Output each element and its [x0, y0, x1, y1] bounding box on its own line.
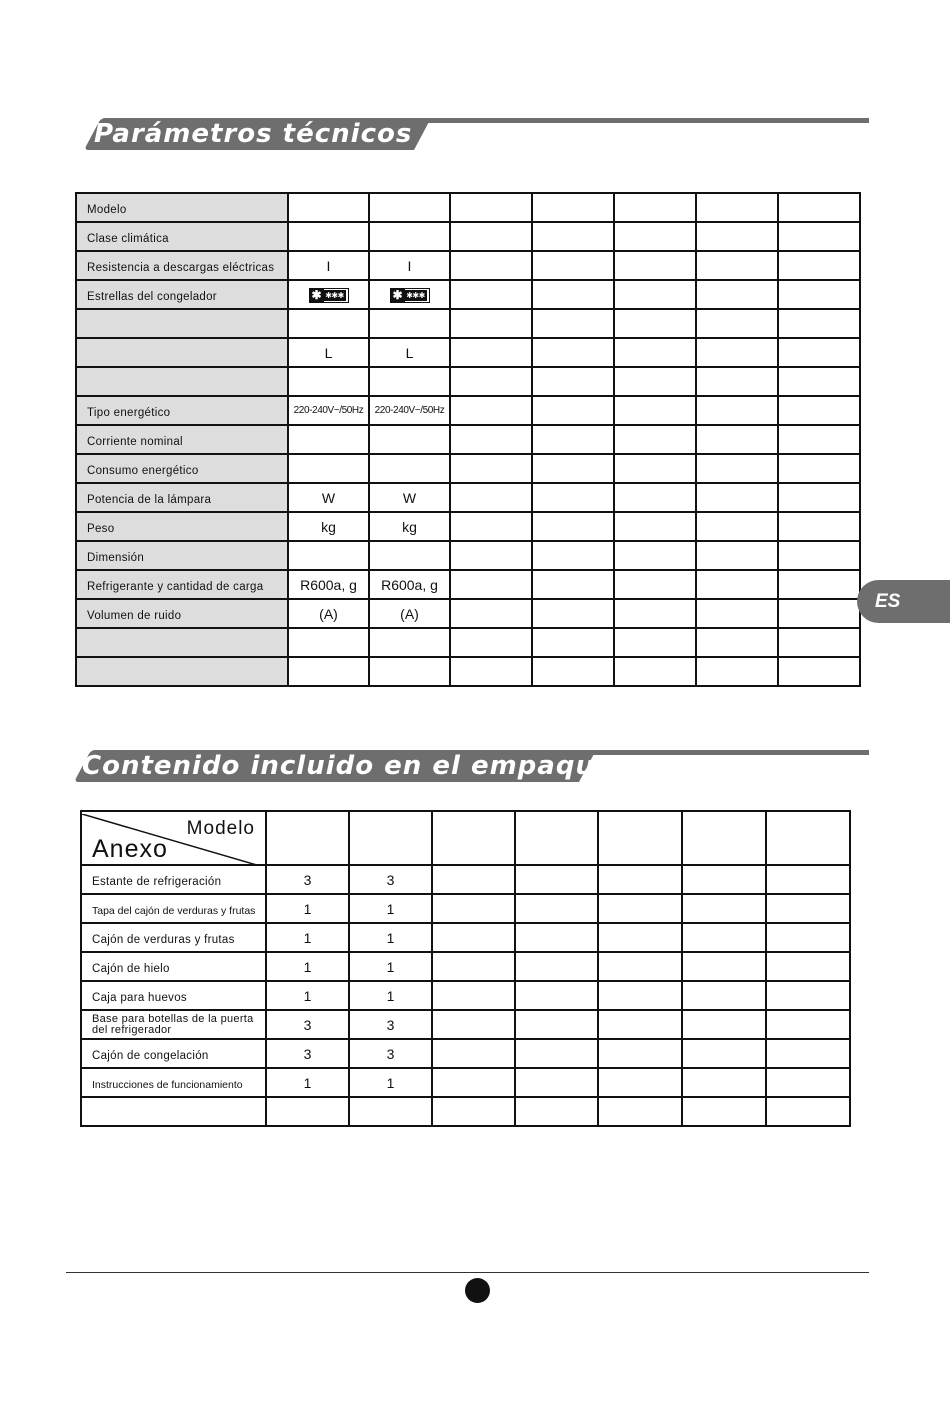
package-item-qty: [598, 1039, 682, 1068]
spec-value: [696, 396, 778, 425]
spec-value: [369, 628, 450, 657]
spec-label: Peso: [76, 512, 288, 541]
spec-value: [778, 570, 860, 599]
spec-row: [76, 512, 860, 541]
package-item-qty: [766, 865, 850, 894]
spec-row: [76, 541, 860, 570]
spec-row: [76, 251, 860, 280]
package-item-qty: [598, 1068, 682, 1097]
spec-value: [532, 628, 614, 657]
package-item-qty: 1: [266, 923, 349, 952]
spec-value: [614, 338, 696, 367]
package-item-qty: 3: [266, 1010, 349, 1039]
spec-value: [614, 396, 696, 425]
spec-value: [369, 367, 450, 396]
package-item-qty: [766, 1068, 850, 1097]
package-item-qty: [515, 952, 598, 981]
package-item-label: Instrucciones de funcionamiento: [81, 1068, 266, 1097]
spec-value: [778, 222, 860, 251]
spec-value: R600a, g: [369, 570, 450, 599]
spec-label: Volumen de ruido: [76, 599, 288, 628]
package-item-qty: [598, 952, 682, 981]
spec-value: [532, 251, 614, 280]
spec-value: [778, 309, 860, 338]
title-rule: [571, 750, 869, 755]
spec-value: [288, 425, 369, 454]
section-title-tech-params: [66, 118, 869, 152]
spec-row: [76, 454, 860, 483]
star-triple: ✱✱✱: [406, 290, 425, 300]
spec-value: [288, 454, 369, 483]
spec-value: [288, 222, 369, 251]
spec-value: W: [288, 483, 369, 512]
spec-value: [614, 367, 696, 396]
spec-value: [369, 454, 450, 483]
package-item-qty: [766, 981, 850, 1010]
freezer-star-icon: [309, 288, 349, 303]
footer-rule: [66, 1272, 869, 1273]
spec-row: [76, 280, 860, 309]
package-item-qty: [432, 1039, 515, 1068]
language-tab-es: ES: [857, 580, 950, 623]
spec-value: [450, 541, 532, 570]
package-item-qty: [432, 894, 515, 923]
package-item-qty: [515, 894, 598, 923]
spec-value: [288, 367, 369, 396]
spec-value: [450, 454, 532, 483]
spec-value: [778, 193, 860, 222]
package-item-qty: [266, 1097, 349, 1126]
model-column-header: [598, 811, 682, 865]
spec-label: [76, 657, 288, 686]
spec-value: [450, 251, 532, 280]
modelo-header-label: Modelo: [186, 818, 255, 839]
spec-value: [532, 193, 614, 222]
spec-label: Refrigerante y cantidad de carga: [76, 570, 288, 599]
package-item-qty: [682, 923, 766, 952]
package-row: [81, 1039, 850, 1068]
package-item-qty: 1: [349, 1068, 432, 1097]
package-row: [81, 894, 850, 923]
spec-label: Modelo: [76, 193, 288, 222]
star-triple: ✱✱✱: [325, 290, 344, 300]
spec-value: [614, 599, 696, 628]
spec-row: [76, 338, 860, 367]
spec-label: Tipo energético: [76, 396, 288, 425]
spec-value: [696, 483, 778, 512]
spec-value: [288, 628, 369, 657]
section-title-package: [56, 750, 869, 784]
package-item-qty: 3: [349, 1039, 432, 1068]
title-rule: [411, 118, 869, 123]
spec-value: [450, 222, 532, 251]
package-item-label: Cajón de hielo: [81, 952, 266, 981]
spec-row: [76, 367, 860, 396]
spec-value: [696, 541, 778, 570]
spec-value: [369, 657, 450, 686]
package-row: [81, 923, 850, 952]
model-column-header: [682, 811, 766, 865]
spec-value: [696, 338, 778, 367]
package-item-label: [81, 1097, 266, 1126]
spec-value: [532, 309, 614, 338]
package-item-qty: [598, 981, 682, 1010]
package-item-qty: 3: [349, 865, 432, 894]
spec-value: [532, 570, 614, 599]
package-item-qty: [766, 923, 850, 952]
package-item-qty: [766, 1097, 850, 1126]
spec-value: [696, 193, 778, 222]
model-column-header: [266, 811, 349, 865]
spec-value: [532, 599, 614, 628]
spec-value: [614, 454, 696, 483]
spec-value: [614, 280, 696, 309]
spec-value: [614, 570, 696, 599]
tech-params-table: [75, 192, 861, 687]
package-item-qty: [766, 1010, 850, 1039]
spec-value: [532, 454, 614, 483]
spec-value: (A): [369, 599, 450, 628]
package-item-qty: [682, 981, 766, 1010]
spec-value: [532, 483, 614, 512]
package-item-label: Cajón de verduras y frutas: [81, 923, 266, 952]
package-item-qty: [432, 923, 515, 952]
package-item-qty: [515, 923, 598, 952]
spec-label: Potencia de la lámpara: [76, 483, 288, 512]
freezer-star-icon: [288, 280, 369, 309]
package-item-qty: [515, 981, 598, 1010]
package-item-qty: [432, 1010, 515, 1039]
spec-value: [778, 280, 860, 309]
spec-value: [778, 338, 860, 367]
spec-value: [532, 222, 614, 251]
spec-row: [76, 483, 860, 512]
package-item-qty: [682, 1068, 766, 1097]
package-item-label: Tapa del cajón de verduras y frutas: [81, 894, 266, 923]
spec-value: kg: [369, 512, 450, 541]
spec-value: [696, 280, 778, 309]
package-item-qty: [682, 952, 766, 981]
spec-row: [76, 396, 860, 425]
spec-value: [696, 425, 778, 454]
spec-value: [450, 193, 532, 222]
spec-value: [696, 251, 778, 280]
spec-value: [778, 512, 860, 541]
model-column-header: [766, 811, 850, 865]
spec-value: [288, 541, 369, 570]
spec-value: [532, 425, 614, 454]
package-item-qty: 1: [266, 894, 349, 923]
spec-label: [76, 628, 288, 657]
spec-value: W: [369, 483, 450, 512]
package-item-qty: 1: [349, 923, 432, 952]
spec-row: [76, 570, 860, 599]
package-item-qty: 3: [349, 1010, 432, 1039]
spec-value: [450, 628, 532, 657]
spec-value: [532, 512, 614, 541]
spec-value: [450, 599, 532, 628]
package-item-qty: 3: [266, 865, 349, 894]
package-item-qty: [515, 1039, 598, 1068]
package-item-qty: [598, 1010, 682, 1039]
spec-value: [450, 570, 532, 599]
package-item-qty: [515, 1097, 598, 1126]
spec-value: L: [369, 338, 450, 367]
spec-value: [532, 396, 614, 425]
package-item-label: Estante de refrigeración: [81, 865, 266, 894]
spec-value: [696, 657, 778, 686]
spec-value: [696, 309, 778, 338]
spec-value: 220-240V~/50Hz: [369, 396, 450, 425]
freezer-star-icon: [390, 288, 430, 303]
spec-value: [696, 599, 778, 628]
spec-value: [614, 309, 696, 338]
spec-value: [532, 541, 614, 570]
spec-value: [614, 222, 696, 251]
package-item-qty: 1: [349, 894, 432, 923]
spec-row: [76, 425, 860, 454]
package-row: [81, 865, 850, 894]
section-title-text: Contenido incluido en el empaque: [82, 751, 614, 781]
spec-value: [450, 425, 532, 454]
spec-value: I: [288, 251, 369, 280]
package-item-qty: [682, 1097, 766, 1126]
package-item-qty: [766, 894, 850, 923]
spec-value: [450, 338, 532, 367]
spec-value: [614, 541, 696, 570]
spec-value: [532, 367, 614, 396]
spec-label: Resistencia a descargas eléctricas: [76, 251, 288, 280]
spec-label: [76, 367, 288, 396]
package-row: [81, 1068, 850, 1097]
spec-value: I: [369, 251, 450, 280]
section-title-text: Parámetros técnicos: [94, 119, 413, 149]
spec-value: [288, 193, 369, 222]
package-item-qty: 1: [349, 981, 432, 1010]
spec-value: [532, 280, 614, 309]
package-item-label: Cajón de congelación: [81, 1039, 266, 1068]
package-item-label: Caja para huevos: [81, 981, 266, 1010]
spec-label: Corriente nominal: [76, 425, 288, 454]
spec-value: (A): [288, 599, 369, 628]
package-item-qty: 3: [266, 1039, 349, 1068]
package-header-row: [81, 811, 850, 865]
spec-row: [76, 599, 860, 628]
spec-value: [696, 222, 778, 251]
spec-value: [778, 657, 860, 686]
package-item-qty: [598, 1097, 682, 1126]
spec-value: [614, 425, 696, 454]
spec-label: Estrellas del congelador: [76, 280, 288, 309]
spec-row: [76, 657, 860, 686]
spec-value: [450, 657, 532, 686]
spec-value: [696, 512, 778, 541]
package-item-qty: [515, 1010, 598, 1039]
package-item-qty: 1: [349, 952, 432, 981]
anexo-header-label: Anexo: [92, 835, 168, 863]
spec-value: [778, 541, 860, 570]
spec-row: [76, 628, 860, 657]
spec-value: R600a, g: [288, 570, 369, 599]
package-item-qty: [766, 1039, 850, 1068]
spec-value: [450, 512, 532, 541]
package-item-qty: [515, 1068, 598, 1097]
spec-value: [778, 454, 860, 483]
package-item-qty: [682, 865, 766, 894]
spec-value: [696, 570, 778, 599]
spec-label: [76, 338, 288, 367]
spec-value: [450, 309, 532, 338]
package-item-qty: [432, 952, 515, 981]
package-item-qty: 1: [266, 981, 349, 1010]
package-item-qty: [432, 1068, 515, 1097]
spec-value: [614, 251, 696, 280]
spec-value: [369, 425, 450, 454]
spec-row: [76, 222, 860, 251]
model-column-header: [432, 811, 515, 865]
package-row: [81, 1010, 850, 1039]
spec-value: [778, 483, 860, 512]
spec-value: [532, 657, 614, 686]
package-item-qty: [432, 981, 515, 1010]
freezer-star-icon: [369, 280, 450, 309]
spec-label: Consumo energético: [76, 454, 288, 483]
spec-value: [369, 309, 450, 338]
package-item-qty: [432, 865, 515, 894]
spec-value: [614, 628, 696, 657]
package-item-qty: [598, 923, 682, 952]
spec-value: [369, 222, 450, 251]
spec-value: [288, 657, 369, 686]
package-item-qty: [682, 1010, 766, 1039]
spec-value: [450, 280, 532, 309]
spec-value: [614, 657, 696, 686]
package-item-qty: [515, 865, 598, 894]
spec-value: [778, 628, 860, 657]
model-column-header: [515, 811, 598, 865]
spec-value: [450, 483, 532, 512]
package-row: [81, 1097, 850, 1126]
spec-value: [369, 541, 450, 570]
spec-value: [532, 338, 614, 367]
spec-label: Dimensión: [76, 541, 288, 570]
spec-value: [778, 251, 860, 280]
package-item-qty: [432, 1097, 515, 1126]
star-single: ✱: [392, 287, 403, 302]
spec-value: [450, 367, 532, 396]
page-number-dot: [465, 1278, 490, 1303]
package-item-qty: 1: [266, 1068, 349, 1097]
star-single: ✱: [311, 287, 322, 302]
spec-value: L: [288, 338, 369, 367]
spec-value: 220-240V~/50Hz: [288, 396, 369, 425]
spec-value: [778, 367, 860, 396]
spec-value: [778, 599, 860, 628]
package-row: [81, 981, 850, 1010]
package-item-qty: [598, 865, 682, 894]
spec-label: Clase climática: [76, 222, 288, 251]
spec-value: [696, 367, 778, 396]
spec-value: [778, 425, 860, 454]
spec-value: [614, 193, 696, 222]
spec-value: kg: [288, 512, 369, 541]
package-contents-table: [80, 810, 851, 1127]
package-item-qty: [682, 894, 766, 923]
package-item-qty: [349, 1097, 432, 1126]
spec-value: [696, 628, 778, 657]
package-item-qty: [682, 1039, 766, 1068]
spec-value: [614, 512, 696, 541]
package-item-qty: [598, 894, 682, 923]
package-item-label: Base para botellas de la puerta del refrigerador: [81, 1010, 266, 1039]
spec-value: [288, 309, 369, 338]
spec-value: [369, 193, 450, 222]
package-row: [81, 952, 850, 981]
spec-label: [76, 309, 288, 338]
package-item-qty: 1: [266, 952, 349, 981]
spec-value: [450, 396, 532, 425]
spec-row: [76, 193, 860, 222]
model-column-header: [349, 811, 432, 865]
anexo-modelo-header: [81, 811, 266, 865]
spec-value: [614, 483, 696, 512]
spec-value: [778, 396, 860, 425]
package-item-qty: [766, 952, 850, 981]
spec-value: [696, 454, 778, 483]
spec-row: [76, 309, 860, 338]
